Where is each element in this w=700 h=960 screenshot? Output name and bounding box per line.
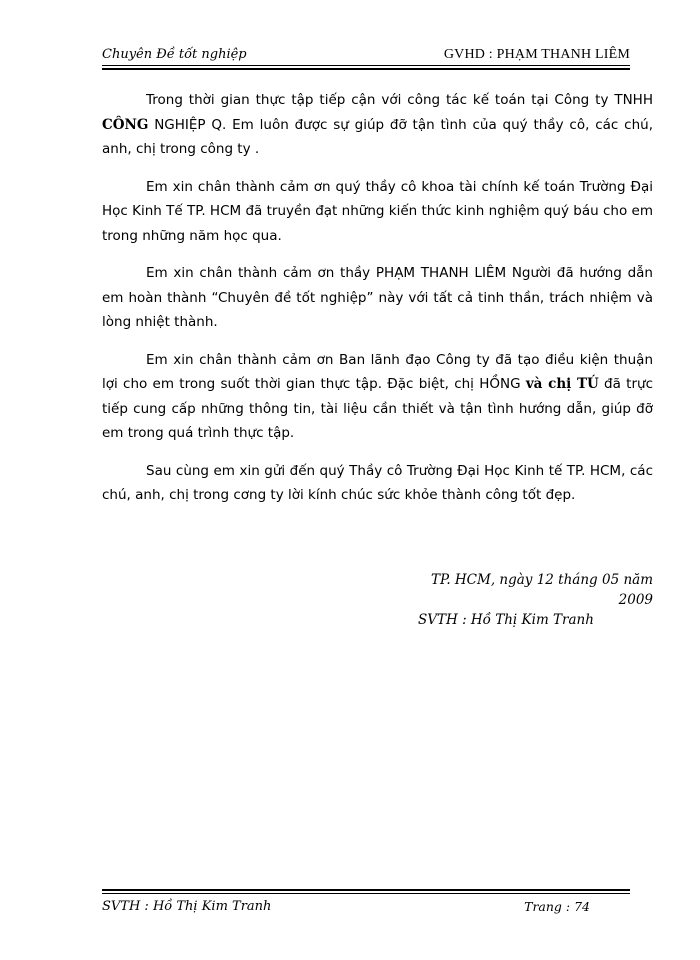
student-name: SVTH : Hồ Thị Kim Tranh	[418, 612, 594, 628]
page-number: Trang : 74	[524, 899, 590, 914]
header-divider-thin	[102, 65, 630, 66]
page-footer	[102, 896, 630, 918]
page-header	[102, 44, 630, 64]
bold-name: và chị TÚ	[525, 376, 599, 392]
header-advisor: GVHD : PHẠM THANH LIÊM	[443, 47, 630, 62]
header-document-title: Chuyên Đề tốt nghiệp	[102, 47, 247, 62]
bold-company: CÔNG	[102, 116, 149, 133]
paragraph-2: Em xin chân thành cảm ơn quý thầy cô khoa tài chính kế toán Trường Đại Học Kinh Tế TP. HCM đã truyền đạt những kiến thức kinh nghiệm quý báu cho em trong những năm học qua.	[102, 178, 653, 244]
acknowledgement-body	[102, 88, 653, 521]
place-date: TP. HCM, ngày 12 tháng 05 năm 2009	[430, 572, 653, 608]
footer-student: SVTH : Hồ Thị Kim Tranh	[102, 899, 272, 914]
paragraph-5: Sau cùng em xin gửi đến quý Thầy cô Trường Đại Học Kinh tế TP. HCM, các chú, anh, chị trong cơng ty lời kính chúc sức khỏe thành công tốt đẹp.	[102, 462, 653, 503]
header-divider-thick	[102, 68, 630, 70]
signature-block	[393, 570, 653, 630]
paragraph-4: Em xin chân thành cảm ơn Ban lãnh đạo Công ty đã tạo điều kiện thuận lợi cho em trong suốt thời gian thực tập. Đặc biệt, chị HỒNG và chị TÚ đã trực tiếp cung cấp những thông tin, tài liệu cần thiết và tận tình hướng dẫn, giúp đỡ em trong quá trình thực tập.	[102, 351, 653, 441]
paragraph-3: Em xin chân thành cảm ơn thầy PHẠM THANH LIÊM Người đã hướng dẫn em hoàn thành “Chuyên đề tốt nghiệp” này với tất cả tinh thần, trách nhiệm và lòng nhiệt thành.	[102, 265, 653, 330]
paragraph-1: Trong thời gian thực tập tiếp cận với công tác kế toán tại Công ty TNHH CÔNG NGHIỆP Q. Em luôn được sự giúp đỡ tận tình của quý thầy cô, các chú, anh, chị trong công ty .	[102, 92, 653, 157]
footer-divider-thick	[102, 889, 630, 891]
footer-divider-thin	[102, 893, 630, 894]
